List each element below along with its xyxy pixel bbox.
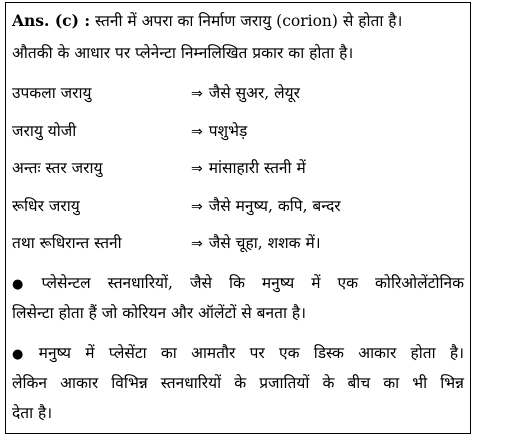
answer-line-2: औतकी के आधार पर प्लेनेन्टा निम्नलिखित प्रकार का होता है। [12, 44, 354, 62]
para-2-text-1: मनुष्य में प्लेसेंटा का आमतौर पर एक डिस्क आकार होता है। [38, 344, 464, 362]
implies-arrow-icon: ⇒ [191, 199, 203, 215]
implies-arrow-icon: ⇒ [191, 86, 203, 102]
placenta-type-example [191, 83, 300, 104]
para-2-line-3: देता है। [12, 404, 53, 422]
example-text: जैसे चूहा, शशक में। [208, 234, 321, 252]
implies-arrow-icon: ⇒ [191, 236, 203, 252]
answer-text-1: स्तनी में अपरा का निर्माण जरायु (corion) से होता है। [94, 12, 403, 30]
placenta-type-example [191, 121, 247, 142]
para-2-line-2: लेकिन आकार विभिन्न स्तनधारियों के प्रजातियों के बीच का भी भिन्न [12, 374, 464, 392]
placenta-type-example [191, 233, 321, 254]
placenta-type-example [191, 196, 341, 217]
answer-box [5, 2, 471, 434]
answer-label: Ans. (c) : [12, 11, 91, 30]
example-text: पशुभेड़ [208, 122, 248, 140]
para-1-line-1 [12, 273, 464, 295]
example-text: जैसे मनुष्य, कपि, बन्दर [208, 197, 341, 215]
para-2-line-1 [12, 343, 464, 365]
implies-arrow-icon: ⇒ [191, 124, 203, 140]
para-1-line-2: लिसेन्टा होता हैं जो कोरियन और ऑलेंटों से बनता है। [12, 304, 307, 322]
placenta-type-name: रूधिर जरायु [12, 197, 80, 215]
answer-line-1 [12, 11, 402, 31]
para-1-text-1: प्लेसेन्टल स्तनधारियों, जैसे कि मनुष्य में एक कोरिओलेंटोनिक [41, 274, 465, 292]
placenta-type-name: तथा रूधिरान्त स्तनी [12, 234, 122, 252]
example-text: जैसे सुअर, लेयूर [208, 84, 300, 102]
placenta-type-name: उपकला जरायु [12, 84, 92, 102]
example-text: मांसाहारी स्तनी में [208, 159, 306, 177]
bullet-icon: ● [12, 347, 33, 362]
placenta-type-example [191, 158, 306, 179]
placenta-type-name: जरायु योजी [12, 122, 77, 140]
placenta-type-name: अन्तः स्तर जरायु [12, 159, 103, 177]
implies-arrow-icon: ⇒ [191, 161, 203, 177]
bullet-icon: ● [12, 277, 36, 292]
